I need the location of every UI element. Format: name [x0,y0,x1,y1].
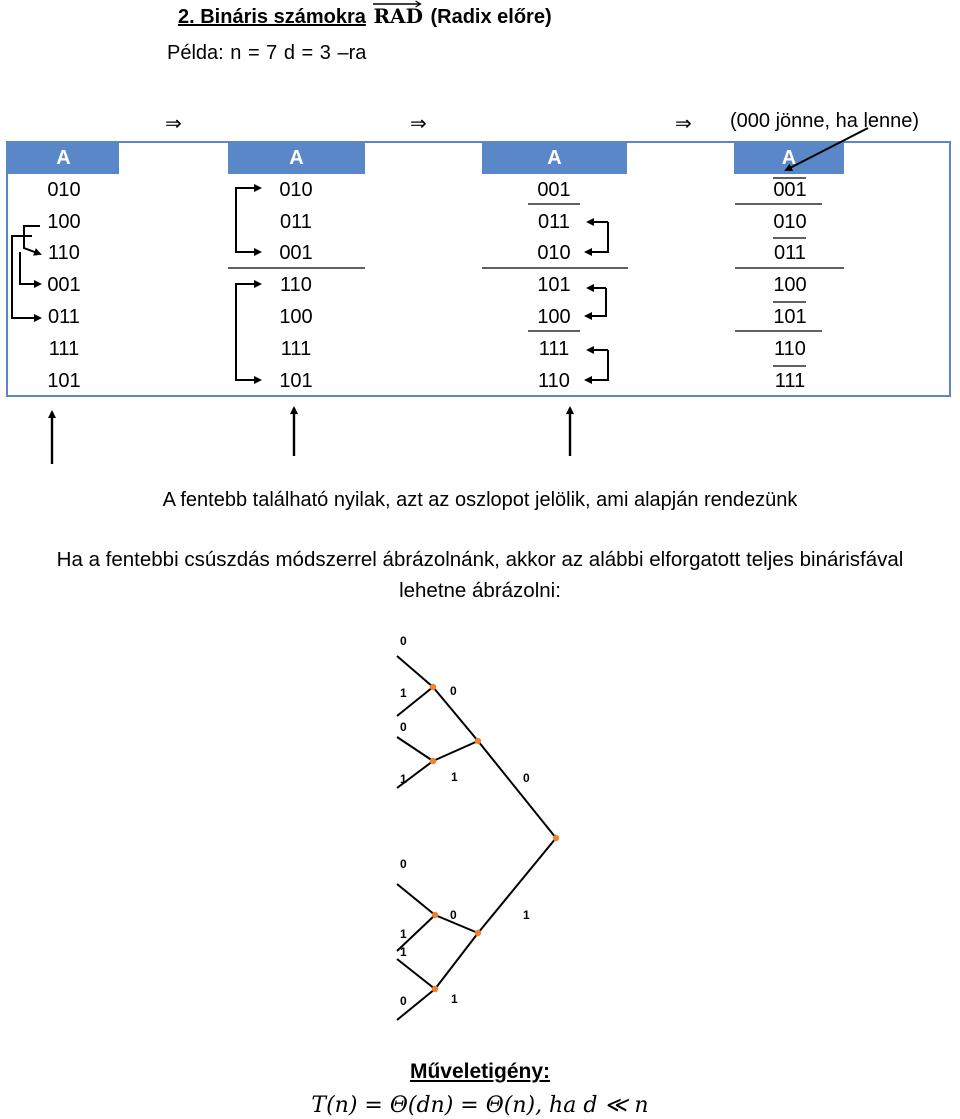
table-cell: 010 [537,242,571,264]
tree-label: 0 [450,684,457,698]
column-header-2: A [228,143,365,174]
arrow-explanation: A fentebb található nyilak, azt az oszlopot jelölik, ami alapján rendezünk [162,489,798,511]
table-cell: 010 [47,179,81,201]
table-cell: 101 [537,274,571,296]
tree-label: 0 [400,720,407,734]
table-cell: 111 [48,338,80,360]
table-cell: 100 [537,306,571,328]
title-suffix: (Radix előre) [430,6,552,28]
tree-label: 0 [450,908,457,922]
table-cell: 110 [538,370,570,392]
table-cell: 100 [47,211,81,233]
tree-label: 0 [523,771,530,785]
table-cell: 011 [538,211,570,233]
table-cell: 101 [773,306,807,328]
tree-label: 0 [400,634,407,648]
paragraph-line-1: Ha a fentebbi csúszdás módszerrel ábrázolnánk, akkor az alábbi elforgatott teljes binárisfával [56,548,904,571]
implies-arrow-2: ⇒ [410,113,427,135]
tree-label: 1 [451,992,458,1006]
table-cell: 011 [774,242,806,264]
table-cell: 101 [279,370,313,392]
tree-label: 0 [400,857,407,871]
tree-intro-paragraph [0,544,960,606]
table-cell: 011 [280,211,312,233]
column-header-3: A [482,143,627,174]
note-pointer-arrow [786,128,868,170]
tree-label: 1 [400,686,407,700]
table-cell: 111 [774,370,806,392]
table-cell: 101 [47,370,81,392]
example-line: Példa: n = 7 d = 3 –ra [167,42,367,64]
binary-tree [397,656,556,1020]
rad-text: RAD [373,4,423,28]
col2-move-arrows [236,188,260,380]
table-cell: 100 [773,274,807,296]
cost-heading: Műveletigény: [409,1060,551,1083]
missing-value-note: (000 jönne, ha lenne) [730,110,920,132]
table-cell: 100 [279,306,313,328]
paragraph-line-2: lehetne ábrázolni: [399,579,561,602]
column-header-4: A [734,143,844,174]
tree-label: 1 [451,770,458,784]
tree-label: 1 [523,908,530,922]
tree-label: 1 [400,772,407,786]
table-cell: 011 [48,306,80,328]
table-cell: 001 [537,179,571,201]
column-header-1: A [8,143,119,174]
table-cell: 001 [47,274,81,296]
tree-label: 1 [400,927,407,941]
table-cell: 010 [279,179,313,201]
table-cell: 001 [773,179,807,201]
table-cell: 111 [280,338,312,360]
tree-label: 1 [400,945,407,959]
table-cell: 001 [279,242,313,264]
implies-arrow-3: ⇒ [675,113,692,135]
cost-formula: T(n) = Θ(dn) = Θ(n), ha d ≪ n [311,1093,649,1118]
group-separators [228,178,844,366]
tree-nodes [430,684,559,992]
col3-swap-arrows [586,222,608,380]
table-cell: 110 [48,242,80,264]
table-cell: 110 [774,338,806,360]
table-cell: 010 [773,211,807,233]
title-prefix: 2. Bináris számokra [178,6,366,28]
col1-left-brackets [20,226,40,284]
tree-label: 0 [400,994,407,1008]
implies-arrow-1: ⇒ [165,113,182,135]
sort-column-arrows [52,408,570,464]
table-cell: 111 [538,338,570,360]
table-cell: 110 [280,274,312,296]
